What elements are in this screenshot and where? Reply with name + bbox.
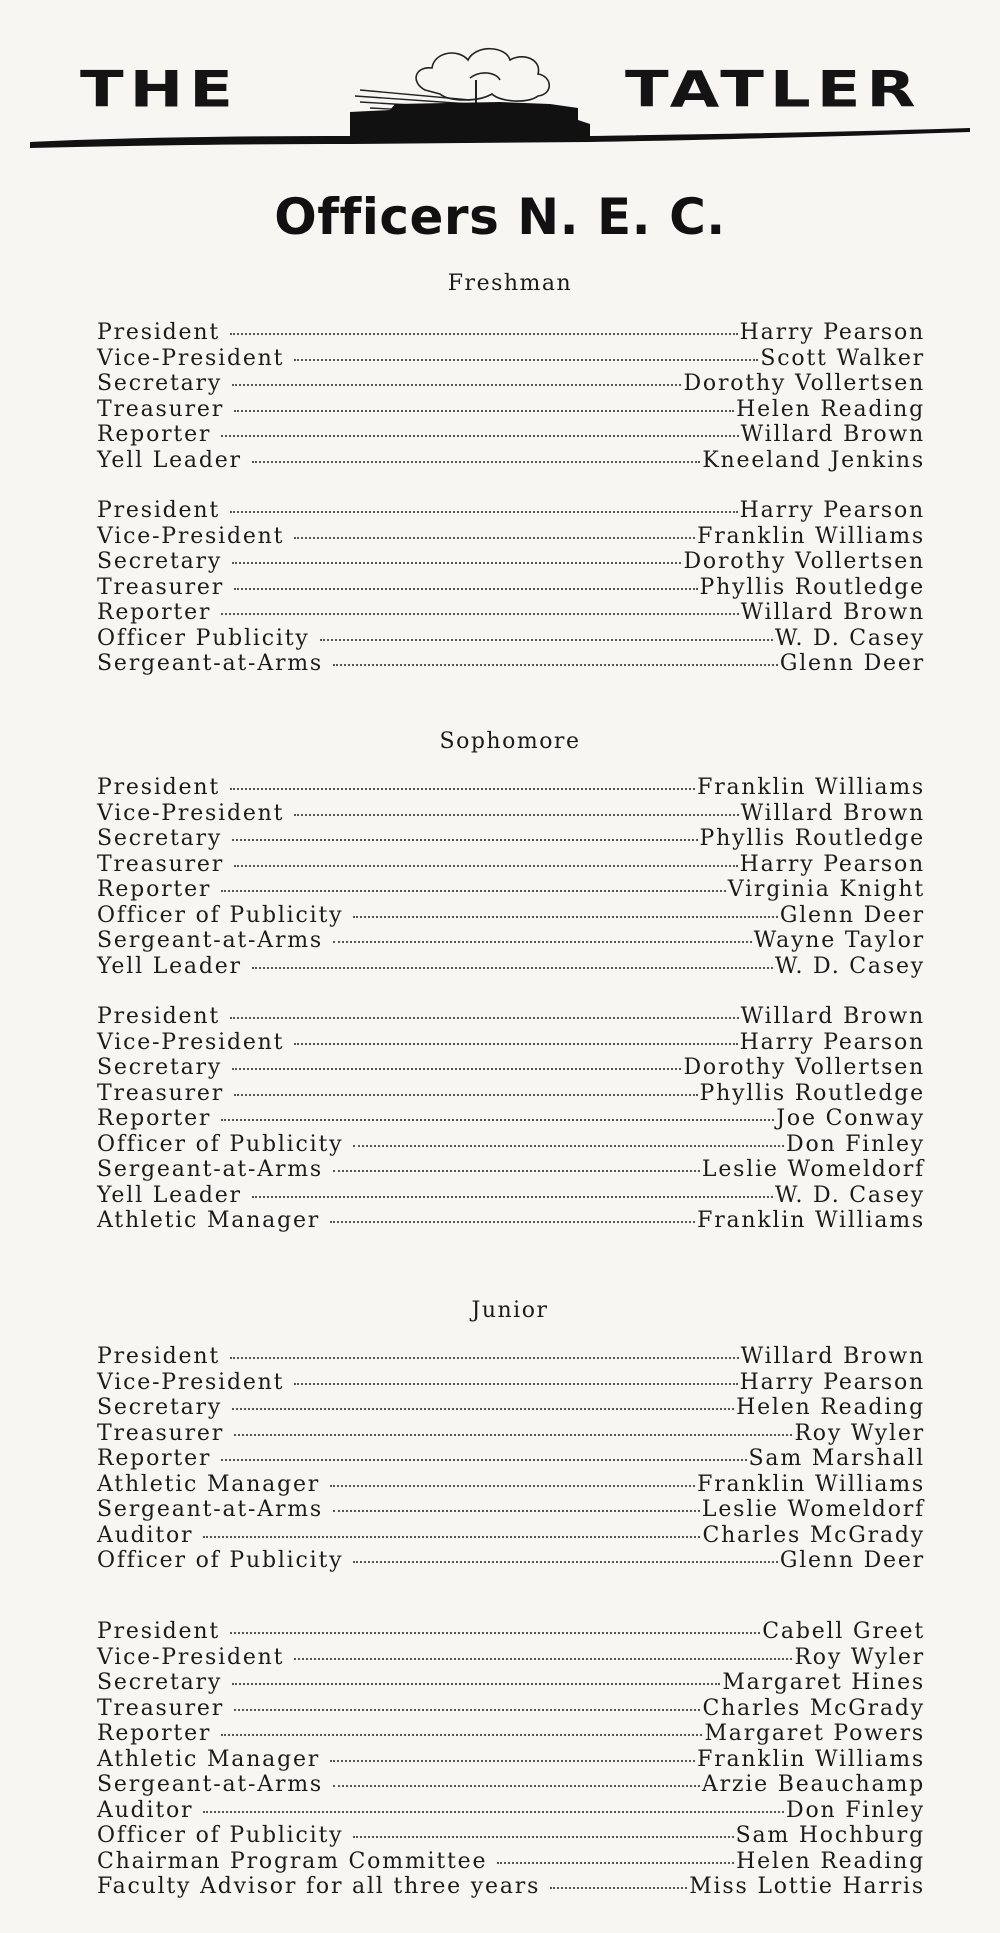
office-title: Treasurer [97,1080,225,1106]
officer-name: Kneeland Jenkins [702,447,925,473]
office-title: Officer of Publicity [97,1823,344,1848]
dot-leader [221,1459,746,1461]
masthead-word-the: THE [80,61,239,119]
section-heading-sophomore: Sophomore [439,729,581,754]
officer-row [97,801,925,827]
office-title: Faculty Advisor for all three years [97,1874,541,1899]
officer-row [97,1497,925,1523]
dot-leader [234,410,734,412]
office-title: Athletic Manager [97,1471,321,1497]
officer-row [97,1183,925,1209]
officer-row [97,852,925,878]
dot-leader [234,1094,698,1096]
office-title: Treasurer [97,1695,225,1721]
office-title: Sergeant-at-Arms [97,651,324,676]
office-title: President [97,320,220,345]
dot-leader [232,1683,720,1685]
dot-leader [252,967,773,969]
officer-list-junior-1 [97,1344,925,1574]
dot-leader [230,1632,760,1634]
dot-leader [234,588,698,590]
officer-name: Franklin Williams [697,1746,925,1772]
officer-name: Phyllis Routledge [699,1080,925,1106]
officer-row [97,320,925,346]
officer-list-sophomore-2 [97,1004,925,1234]
officer-name: Glenn Deer [779,902,925,928]
office-title: Secretary [97,549,223,574]
dot-leader [232,1068,681,1070]
dot-leader [232,1408,734,1410]
dot-leader [333,1510,700,1512]
officer-list-sophomore-1 [97,775,925,979]
dot-leader [333,664,778,666]
officer-row [97,1874,925,1900]
dot-leader [330,1221,695,1223]
dot-leader [232,562,681,564]
officer-name: Glenn Deer [779,1548,925,1573]
officer-name: Harry Pearson [739,1029,925,1055]
officer-name: Arzie Beauchamp [701,1772,925,1797]
officer-name: Glenn Deer [779,651,925,676]
officer-row [97,422,925,448]
officer-row [97,1772,925,1798]
officer-name: Virginia Knight [727,877,925,902]
officer-row [97,1696,925,1722]
officer-row [97,626,925,652]
dot-leader [550,1887,687,1889]
dot-leader [353,916,778,918]
officer-name: Charles McGrady [702,1522,925,1548]
dot-leader [234,865,738,867]
office-title: Secretary [97,1055,223,1080]
officer-row [97,1747,925,1773]
officer-name: Willard Brown [740,422,925,447]
office-title: Athletic Manager [97,1746,321,1772]
office-title: Reporter [97,1721,212,1746]
officer-row [97,928,925,954]
officer-row [97,1670,925,1696]
dot-leader [221,890,726,892]
dot-leader [353,1836,733,1838]
officer-name: W. D. Casey [774,953,925,979]
office-title: Officer of Publicity [97,1131,344,1157]
officer-name: Harry Pearson [739,320,925,345]
officer-name: Margaret Hines [722,1670,925,1695]
office-title: President [97,775,220,800]
officer-row [97,1055,925,1081]
officer-name: Helen Reading [736,1395,925,1420]
officer-name: Joe Conway [776,1106,925,1131]
officer-row [97,524,925,550]
officer-name: Dorothy Vollertsen [683,549,925,574]
officer-name: Franklin Williams [697,775,925,800]
dot-leader [333,1170,700,1172]
officer-row [97,1004,925,1030]
dot-leader [320,639,773,641]
dot-leader [230,511,738,513]
office-title: President [97,1004,220,1029]
office-title: President [97,1344,220,1369]
officer-row [97,575,925,601]
office-title: Sergeant-at-Arms [97,1497,324,1522]
officer-row [97,1030,925,1056]
officer-name: Roy Wyler [794,1420,925,1446]
office-title: Secretary [97,826,223,851]
dot-leader [330,1485,695,1487]
officer-name: Harry Pearson [739,851,925,877]
officer-name: Willard Brown [740,1344,925,1369]
dot-leader [252,1196,773,1198]
office-title: Secretary [97,1670,223,1695]
office-title: Vice-President [97,523,285,549]
officer-row [97,346,925,372]
office-title: Chairman Program Committee [97,1848,488,1874]
officer-name: Franklin Williams [697,523,925,549]
officer-row [97,1548,925,1574]
officer-name: Leslie Womeldorf [701,1157,925,1182]
dot-leader [234,1434,792,1436]
officer-row [97,651,925,677]
officer-row [97,448,925,474]
dot-leader [221,435,738,437]
officer-row [97,1208,925,1234]
officer-name: Cabell Greet [762,1619,925,1644]
office-title: Treasurer [97,851,225,877]
officer-row [97,549,925,575]
officer-row [97,1523,925,1549]
office-title: Officer of Publicity [97,902,344,928]
officer-row [97,1421,925,1447]
officer-name: Charles McGrady [702,1695,925,1721]
office-title: Treasurer [97,396,225,422]
office-title: Reporter [97,1446,212,1471]
dot-leader [333,1785,700,1787]
officer-list-freshman-1 [97,320,925,473]
dot-leader [221,1734,702,1736]
officer-row [97,1721,925,1747]
dot-leader [230,1357,739,1359]
dot-leader [333,941,752,943]
officer-name: W. D. Casey [774,1182,925,1208]
dot-leader [294,1658,792,1660]
office-title: Officer Publicity [97,625,310,651]
officer-list-freshman-2 [97,498,925,677]
office-title: Sergeant-at-Arms [97,1772,324,1797]
officer-row [97,1157,925,1183]
officer-name: Franklin Williams [697,1471,925,1497]
officer-row [97,600,925,626]
officer-row [97,954,925,980]
officer-row [97,498,925,524]
office-title: Auditor [97,1797,194,1823]
page-title: Officers N. E. C. [274,188,726,246]
officer-name: Leslie Womeldorf [701,1497,925,1522]
office-title: Vice-President [97,1644,285,1670]
officer-row [97,1132,925,1158]
officer-row [97,1395,925,1421]
officer-name: Willard Brown [740,800,925,826]
masthead-word-tatler: TATLER [625,61,922,119]
officer-name: Franklin Williams [697,1208,925,1233]
officer-name: Wayne Taylor [753,928,925,953]
office-title: Vice-President [97,800,285,826]
office-title: Auditor [97,1522,194,1548]
dot-leader [232,839,697,841]
office-title: Vice-President [97,345,285,371]
officer-name: Dorothy Vollertsen [683,1055,925,1080]
officer-row [97,903,925,929]
office-title: Reporter [97,1106,212,1131]
dot-leader [294,814,738,816]
dot-leader [203,1811,784,1813]
officer-name: Miss Lottie Harris [689,1874,925,1899]
section-heading-freshman: Freshman [447,271,573,296]
masthead [30,20,970,155]
dot-leader [230,1017,739,1019]
officer-row [97,1370,925,1396]
office-title: Treasurer [97,574,225,600]
officer-name: Harry Pearson [739,498,925,523]
officer-row [97,397,925,423]
officer-row [97,1619,925,1645]
officer-name: Sam Marshall [748,1446,925,1471]
dot-leader [234,1709,700,1711]
office-title: Vice-President [97,1369,285,1395]
officer-name: Scott Walker [760,345,925,371]
office-title: President [97,498,220,523]
dot-leader [221,1119,774,1121]
officer-name: Sam Hochburg [735,1823,925,1848]
officer-name: Helen Reading [736,396,925,422]
dot-leader [252,461,700,463]
officer-name: Willard Brown [740,1004,925,1029]
officer-name: Phyllis Routledge [699,826,925,851]
dot-leader [294,359,758,361]
office-title: Secretary [97,1395,223,1420]
officer-row [97,1849,925,1875]
office-title: Yell Leader [97,953,242,979]
dot-leader [353,1145,784,1147]
officer-name: Roy Wyler [794,1644,925,1670]
dot-leader [203,1536,700,1538]
officer-row [97,1823,925,1849]
dot-leader [294,537,695,539]
officer-row [97,371,925,397]
officer-row [97,1106,925,1132]
officer-row [97,1645,925,1671]
section-heading-junior: Junior [471,1298,549,1323]
dot-leader [232,384,681,386]
office-title: Vice-President [97,1029,285,1055]
officer-name: Harry Pearson [739,1369,925,1395]
office-title: President [97,1619,220,1644]
dot-leader [353,1561,778,1563]
officer-row [97,877,925,903]
dot-leader [221,613,738,615]
dot-leader [294,1043,737,1045]
officer-name: W. D. Casey [774,625,925,651]
office-title: Sergeant-at-Arms [97,928,324,953]
dot-leader [230,333,738,335]
officer-row [97,1081,925,1107]
officer-row [97,1446,925,1472]
officer-name: Phyllis Routledge [699,574,925,600]
office-title: Treasurer [97,1420,225,1446]
office-title: Yell Leader [97,447,242,473]
officer-name: Willard Brown [740,600,925,625]
officer-list-junior-2 [97,1619,925,1900]
officer-name: Margaret Powers [704,1721,925,1746]
officer-row [97,1798,925,1824]
dot-leader [497,1862,734,1864]
office-title: Reporter [97,422,212,447]
officer-row [97,1344,925,1370]
dot-leader [330,1760,695,1762]
officer-row [97,1472,925,1498]
dot-leader [230,788,695,790]
office-title: Athletic Manager [97,1208,321,1233]
officer-name: Helen Reading [736,1848,925,1874]
dot-leader [294,1383,737,1385]
officer-row [97,826,925,852]
office-title: Reporter [97,877,212,902]
office-title: Yell Leader [97,1182,242,1208]
office-title: Reporter [97,600,212,625]
officer-name: Dorothy Vollertsen [683,371,925,396]
officer-name: Don Finley [786,1797,925,1823]
officer-row [97,775,925,801]
officer-name: Don Finley [786,1131,925,1157]
office-title: Secretary [97,371,223,396]
office-title: Officer of Publicity [97,1548,344,1573]
office-title: Sergeant-at-Arms [97,1157,324,1182]
